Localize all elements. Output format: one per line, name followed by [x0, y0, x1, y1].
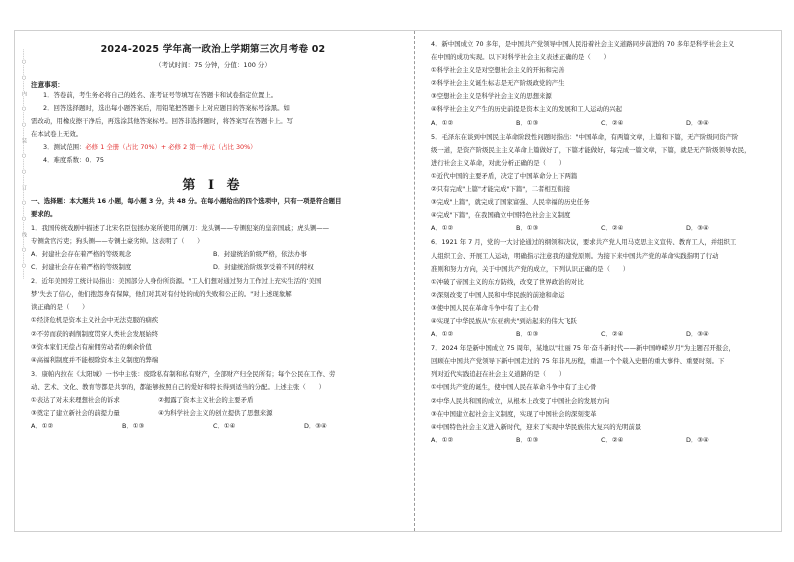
notice-2-end: 在本试卷上无效。	[31, 130, 83, 139]
option-d[interactable]: D．封建统治阶级享受着不同的特权	[213, 263, 314, 272]
statement-1: ①科学社会主义是对空想社会主义的开拓和完善	[431, 66, 565, 75]
option-b[interactable]: B．①③	[516, 224, 539, 233]
question-text: 在中国的成功实现。以下对科学社会主义表述正确的是（ ）	[431, 53, 610, 62]
option-row	[31, 420, 395, 433]
option-c[interactable]: C．②④	[601, 330, 624, 339]
statement-3: ③空想社会主义是科学社会主义的思想来源	[431, 92, 552, 101]
question-text: 动、艺术、文化、教育等都是共享的，都能够按照自己的爱好和特长得到适当的分配。上述主张（ ）	[31, 382, 325, 391]
statement-pair: ①表达了对未来理想社会的诉求 ②揭露了资本主义社会的主要矛盾	[31, 395, 254, 404]
question-text: 进行社会主义革命，对此分析正确的是（ ）	[431, 158, 566, 167]
exam-meta: （考试时间：75 分钟，分值：100 分）	[155, 61, 271, 69]
statement-4: ④高福利制度并不能根除资本主义制度的弊端	[31, 355, 159, 364]
question-text: 7．2024 年是新中国成立 75 周年，某地以"壮丽 75 年·奋斗新时代——新中国峥嵘岁月"为主题召开报会，	[431, 344, 735, 353]
option-b[interactable]: B．①③	[122, 422, 145, 431]
statement-3: ③完成"上篇"，就完成了国家富强、人民幸福的历史任务	[431, 198, 590, 207]
option-a[interactable]: A．①②	[431, 118, 454, 127]
option-d[interactable]: D．③④	[686, 435, 709, 444]
left-column	[15, 31, 405, 531]
question-text: 2．近年美国劳工统计局指出：美国部分人身份所资源。"工人们想对通过努力工作过上充实生活的‘美国	[31, 277, 322, 286]
statement-4: ④中国特色社会主义进入新时代，迎来了实现中华民族伟大复兴的光明前景	[431, 422, 642, 431]
test-scope: 必修 1 全册（占比 70%）+ 必修 2 第一单元（占比 30%）	[85, 143, 257, 152]
statement-3: ③在中国建立起社会主义制度，实现了中国社会的深刻变革	[431, 409, 597, 418]
notice-2: 2．回答选择题时，选出每小题答案后，用铅笔把答题卡上对应题目的答案标号涂黑。如	[43, 104, 290, 113]
statement-1: ①近代中国的主要矛盾，决定了中国革命分上下两篇	[431, 171, 578, 180]
notice-1: 1．答卷前，考生务必将自己的姓名、准考证号等填写在答题卡和试卷指定位置上。	[43, 91, 278, 99]
question-text: 6．1921 年 7 月，党的一大讨论通过的纲领和决议，要求共产党人用马克思主义宣传、教育工人，并组织工	[431, 238, 737, 247]
option-c[interactable]: C．①④	[213, 422, 236, 431]
option-a[interactable]: A．封建社会存在着严格的等级观念	[31, 249, 132, 258]
statement-2: ②科学社会主义诞生标志是无产阶级政党的产生	[431, 79, 565, 88]
question-text: 1．我国传统戏剧中描述了北宋名臣包拯办案所使用的铡刀：龙头铡——专铡犯案的皇亲国戚；虎头铡——	[31, 223, 330, 232]
question-text: 3．康帕内拉在《太阳城》一书中主张：废除私有制和私有财产，全部财产归全民所有；每个公民在工作、劳	[31, 369, 336, 378]
statement-2: ②深刻改变了中国人民和中华民族的前途和命运	[431, 290, 565, 299]
option-d[interactable]: D．③④	[686, 118, 709, 127]
statement-3: ③使中国人民在革命斗争中有了主心骨	[431, 303, 539, 312]
statement-4: ④实现了中华民族从"东亚病夫"到站起来的伟大飞跃	[431, 316, 577, 325]
option-c[interactable]: C．②④	[601, 435, 624, 444]
section-heading-cont: 要求的。	[31, 209, 57, 218]
option-row	[31, 248, 395, 261]
statement-1: ①冲破了帝国主义的东方防线，改变了世界政治的对比	[431, 277, 584, 286]
option-c[interactable]: C．封建社会存在着严格的等级制度	[31, 263, 132, 272]
question-text: 人组织工会、开展工人运动，明确指示注意我的建党原则。为接下来中国共产党的革命实践指明了行动	[431, 251, 719, 260]
statement-4: ④科学社会主义产生的历史前提是资本主义的发展和工人运动的兴起	[431, 105, 623, 114]
statement-2: ②只有完成"上篇"才能完成"下篇"，二者相互衔接	[431, 185, 570, 194]
question-5	[431, 131, 771, 236]
notice-3-prefix: 3．测试范围：	[43, 143, 86, 152]
option-row	[31, 261, 395, 274]
notice-2-cont: 需改动，用橡皮擦干净后，再选涂其他答案标号。回答非选择题时，将答案写在答题卡上。写	[31, 117, 294, 126]
question-text: 回顾在中国共产党领导下新中国走过的 75 年非凡历程，重温一个个载入史册的重大事件、重要时刻。下	[431, 357, 725, 366]
question-7	[431, 342, 771, 447]
option-b[interactable]: B．①③	[516, 118, 539, 127]
binding-margin: ……○……○……内……○……○……装……○……○……订……○……○……线……○……○……	[21, 49, 27, 279]
statement-4: ④完成"下篇"，在我国确立中国特色社会主义制度	[431, 211, 571, 220]
section-heading: 一、选择题：本大题共 16 小题，每小题 3 分，共 48 分。在每小题给出的四个选项中，只有一项是符合题目	[31, 196, 342, 205]
option-a[interactable]: A．①②	[431, 224, 454, 233]
option-c[interactable]: C．②④	[601, 224, 624, 233]
option-row	[431, 328, 771, 341]
notice-heading: 注意事项：	[31, 81, 64, 89]
exam-title: 2024-2025 学年高一政治上学期第三次月考卷 02	[100, 44, 326, 55]
question-2	[31, 275, 395, 367]
option-d[interactable]: D．③④	[686, 224, 709, 233]
exam-page	[14, 30, 782, 532]
question-text: 4．新中国成立 70 多年，是中国共产党领导中国人民沿着社会主义道路同步前进的 70 多年是科学社会主义	[431, 40, 735, 48]
option-a[interactable]: A．①②	[431, 435, 454, 444]
question-text: 列对近代实践追赶在社会主义道路的是（ ）	[431, 370, 566, 379]
question-text: 梦’失去了信心，他们抱怨身有保障，他们对其对有付处的成的失败和公正的。"对上述现象解	[31, 290, 292, 299]
question-text: 准则和努力方向，关于中国共产党的成立，下列认识正确的是（ ）	[431, 264, 630, 273]
option-a[interactable]: A．①②	[431, 330, 454, 339]
question-text: 级一道，是资产阶级民主主义革命上篇做好了，下篇才能做好，每完成一篇文章，下篇，就是无产阶级领导农民，	[431, 145, 751, 154]
question-text: 专铡贪官污吏；狗头铡——专铡土豪劣绅。这表明了（ ）	[31, 236, 204, 245]
notice-4: 4．难度系数：0．75	[43, 156, 104, 165]
part-one-heading: 第 I 卷	[182, 177, 244, 193]
question-3	[31, 368, 395, 433]
statement-3: ③资本家们无偿占有雇佣劳动者的剩余价值	[31, 342, 152, 351]
option-b[interactable]: B．①③	[516, 435, 539, 444]
notice-3	[31, 141, 395, 154]
question-6	[431, 236, 771, 341]
option-row	[431, 117, 771, 130]
option-d[interactable]: D．③④	[686, 330, 709, 339]
statement-2: ②中华人民共和国的成立，从根本上改变了中国社会的发展方向	[431, 396, 610, 405]
option-b[interactable]: B．封建统治阶级严格，依法办事	[213, 249, 307, 258]
option-c[interactable]: C．②④	[601, 118, 624, 127]
option-a[interactable]: A．①②	[31, 422, 54, 431]
option-d[interactable]: D．③④	[304, 422, 327, 431]
statement-1: ①经济危机是资本主义社会中无法克服的痼疾	[31, 316, 159, 325]
right-column	[417, 31, 781, 531]
question-text: 读正确的是（ ）	[31, 303, 89, 312]
question-text: 5．毛泽东在谈到中国民主革命阶段性问题时指出："中国革命，有两篇文章，上篇和下篇，无产阶级同资产阶	[431, 132, 739, 141]
option-row	[431, 434, 771, 447]
column-divider	[414, 31, 415, 531]
statement-2: ②不劳而获的剥削制度贯穿人类社会发展始终	[31, 329, 159, 338]
statement-1: ①中国共产党的诞生，使中国人民在革命斗争中有了主心骨	[431, 383, 597, 392]
statement-pair: ③奠定了建立新社会的前提力量 ④为科学社会主义的创立提供了思想来源	[31, 409, 273, 418]
option-row	[431, 222, 771, 235]
question-1	[31, 222, 395, 274]
question-4	[431, 38, 771, 130]
option-b[interactable]: B．①③	[516, 330, 539, 339]
